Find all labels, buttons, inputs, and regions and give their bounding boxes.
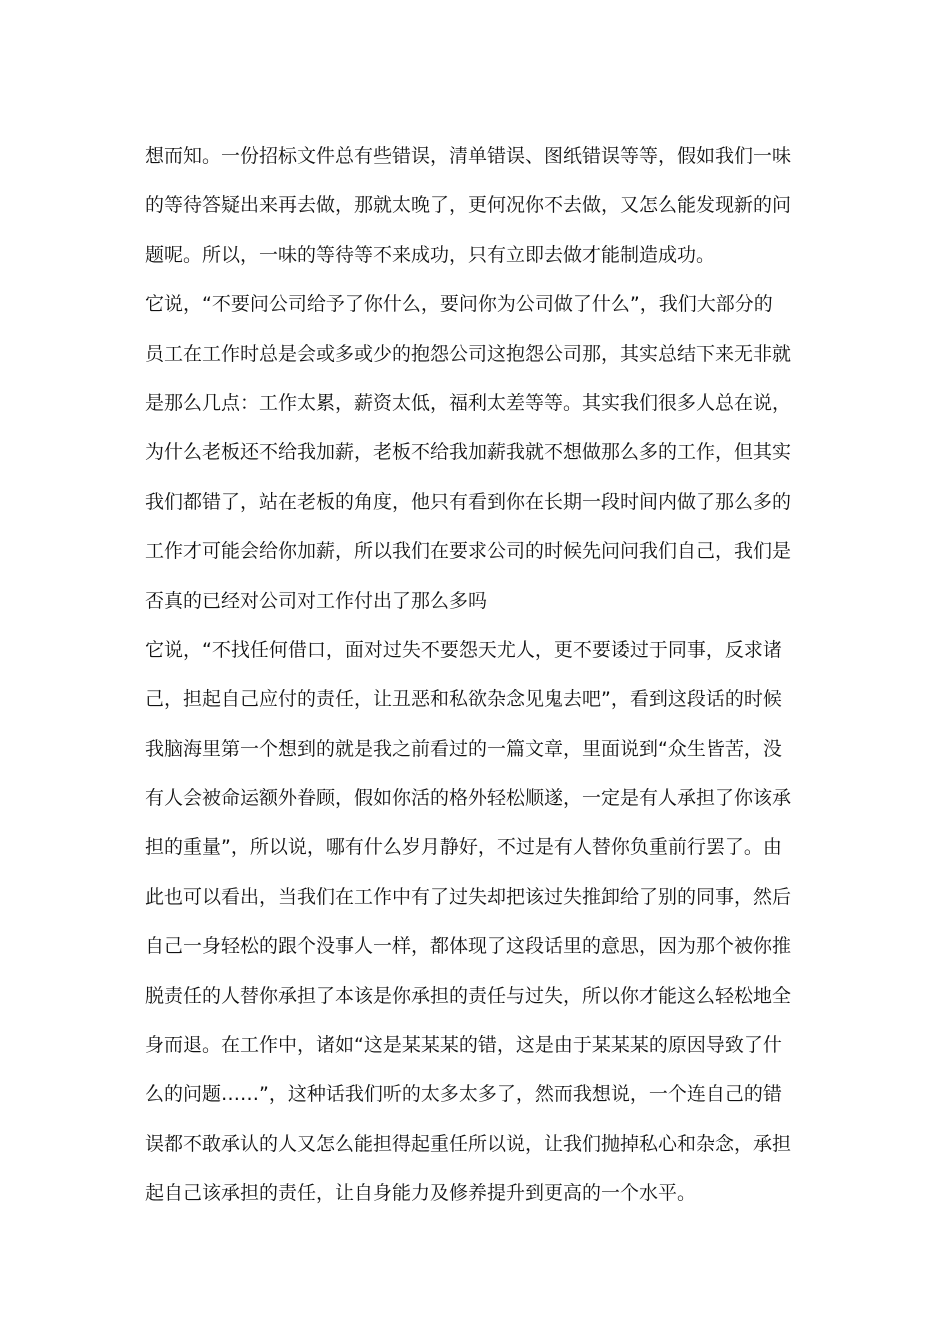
text-line: 有人会被命运额外眷顾，假如你活的格外轻松顺遂，一定是有人承担了你该承 <box>145 787 792 810</box>
paragraph-1 <box>145 132 805 280</box>
text-line: 误都不敢承认的人又怎么能担得起重任所以说，让我们抛掉私心和杂念，承担 <box>145 1132 792 1155</box>
text-line: 是那么几点：工作太累，薪资太低，福利太差等等。其实我们很多人总在说， <box>145 391 792 414</box>
text-line: 身而退。在工作中，诸如“这是某某某的错，这是由于某某某的原因导致了什 <box>145 1034 782 1057</box>
body-text <box>145 132 805 1219</box>
text-line: 否真的已经对公司对工作付出了那么多吗 <box>145 589 488 612</box>
text-line: 工作才可能会给你加薪，所以我们在要求公司的时候先问问我们自己，我们是 <box>145 540 792 563</box>
text-line: 此也可以看出，当我们在工作中有了过失却把该过失推卸给了别的同事，然后 <box>145 885 792 908</box>
text-line: 我们都错了，站在老板的角度，他只有看到你在长期一段时间内做了那么多的 <box>145 490 792 513</box>
text-line: 我脑海里第一个想到的就是我之前看过的一篇文章，里面说到“众生皆苦，没 <box>145 737 782 760</box>
text-line: 的等待答疑出来再去做，那就太晚了，更何况你不去做，又怎么能发现新的问 <box>145 194 792 217</box>
text-line: 想而知。一份招标文件总有些错误，清单错误、图纸错误等等，假如我们一味 <box>145 145 792 167</box>
text-line: 担的重量”，所以说，哪有什么岁月静好，不过是有人替你负重前行罢了。由 <box>145 836 782 859</box>
text-line: 为什么老板还不给我加薪，老板不给我加薪我就不想做那么多的工作，但其实 <box>145 441 792 464</box>
text-line: 起自己该承担的责任，让自身能力及修养提升到更高的一个水平。 <box>145 1182 697 1205</box>
text-line: 员工在工作时总是会或多或少的抱怨公司这抱怨公司那，其实总结下来无非就 <box>145 342 792 365</box>
text-line: 脱责任的人替你承担了本该是你承担的责任与过失，所以你才能这么轻松地全 <box>145 984 792 1007</box>
text-line: 它说，“不要问公司给予了你什么，要问你为公司做了什么”，我们大部分的 <box>145 293 773 316</box>
text-line: 么的问题……”，这种话我们听的太多太多了，然而我想说，一个连自己的错 <box>145 1083 782 1106</box>
paragraph-2 <box>145 280 805 626</box>
text-line: 自己一身轻松的跟个没事人一样，都体现了这段话里的意思，因为那个被你推 <box>145 935 792 958</box>
text-line: 题呢。所以，一味的等待等不来成功，只有立即去做才能制造成功。 <box>145 243 716 266</box>
text-line: 它说，“不找任何借口，面对过失不要怨天尤人，更不要诿过于同事，反求诸 <box>145 638 782 661</box>
text-line: 己，担起自己应付的责任，让丑恶和私欲杂念见鬼去吧”，看到这段话的时候 <box>145 688 782 711</box>
paragraph-3 <box>145 626 805 1219</box>
